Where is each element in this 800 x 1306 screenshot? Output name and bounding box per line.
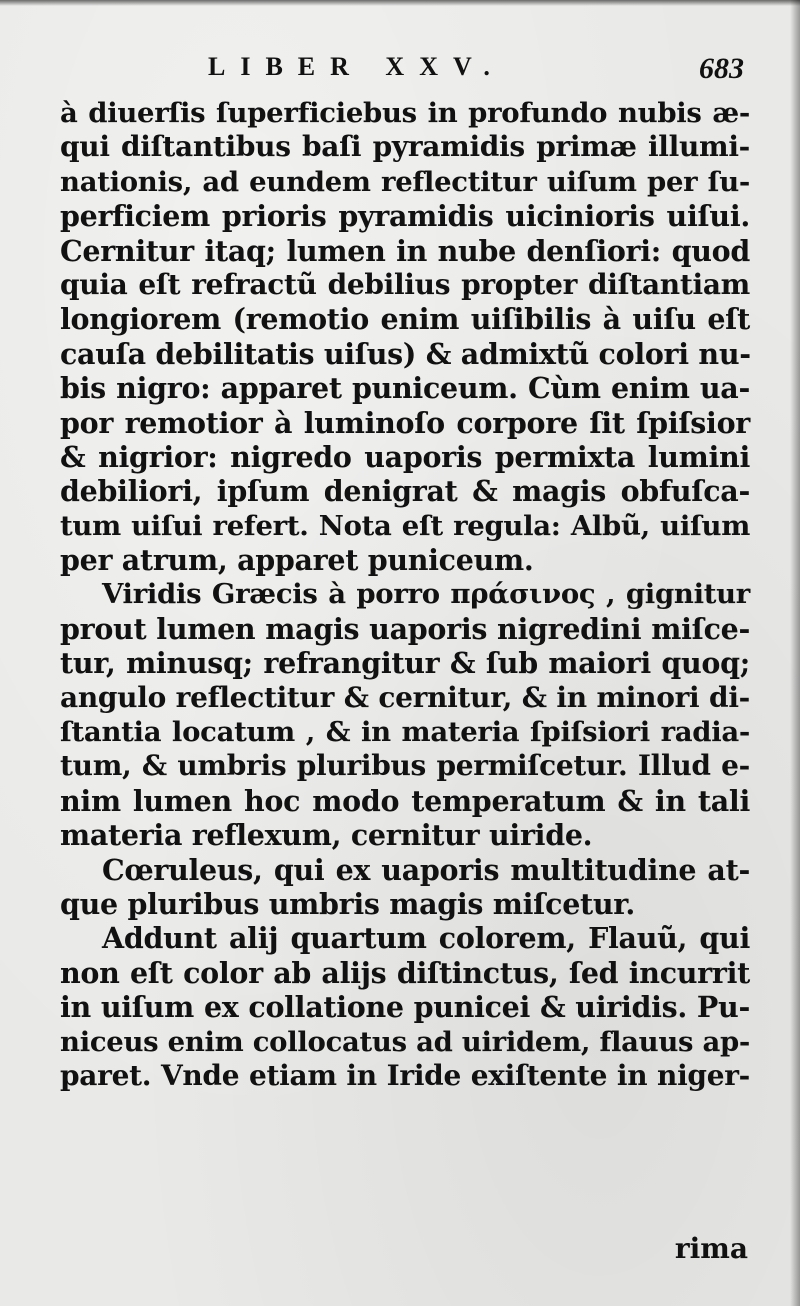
text-line: paret. Vnde etiam in Iride exiſtente in niger-	[60, 1058, 750, 1092]
text-line: in uiſum ex collatione punicei & uiridis. Pu-	[60, 990, 750, 1025]
text-line: cauſa debilitatis uiſus) & admixtũ colori nu-	[60, 336, 751, 371]
text-line: Viridis Græcis à porro πράσινος , gignitur	[102, 578, 750, 611]
text-line: bis nigro: apparet puniceum. Cùm enim ua-	[60, 371, 750, 406]
text-line: tur, minusq; refrangitur & ſub maiori quoq;	[60, 646, 750, 681]
text-line: quia eſt refractũ debilius propter diſtantiam	[60, 267, 750, 301]
text-line: per atrum, apparet puniceum.	[60, 543, 534, 578]
text-line: Addunt alij quartum colorem, Flauũ, qui	[102, 921, 750, 956]
text-line: por remotior à luminoſo corpore ſit ſpiſsior	[60, 405, 750, 440]
catchword: rima	[674, 1232, 748, 1265]
text-line: que pluribus umbris magis miſcetur.	[60, 886, 636, 921]
page-header	[60, 52, 744, 92]
text-line: longiorem (remotio enim uiſibilis à uiſu eſt	[60, 302, 750, 337]
text-line: angulo reflectitur & cernitur, & in minori di-	[60, 680, 750, 714]
text-line: tum uiſui refert. Nota eſt regula: Albũ, uiſum	[60, 509, 750, 542]
running-title: LIBER XXV.	[208, 52, 505, 81]
text-line: materia reflexum, cernitur uiride.	[60, 818, 593, 853]
text-line: à diuerſis ſuperficiebus in profundo nubis æ-	[60, 97, 750, 129]
text-line: debiliori, ipſum denigrat & magis obfuſca-	[60, 474, 750, 509]
text-line: Cernitur itaq; lumen in nube denſiori: quod	[60, 233, 750, 268]
text-line: perficiem prioris pyramidis uicinioris uiſui.	[60, 199, 750, 234]
text-line: tum, & umbris pluribus permiſcetur. Illud e-	[60, 749, 750, 783]
text-line: & nigrior: nigredo uaporis permixta lumini	[60, 439, 750, 474]
text-line: nim lumen hoc modo temperatum & in tali	[60, 783, 750, 818]
text-line: ſtantia locatum , & in materia ſpiſsiori radia-	[60, 716, 750, 749]
text-line: niceus enim collocatus ad uiridem, flauus ap-	[60, 1025, 751, 1058]
text-line: Cœruleus, qui ex uaporis multitudine at-	[102, 852, 750, 887]
page-number: 683	[699, 52, 744, 85]
text-line: non eſt color ab alijs diſtinctus, ſed incurrit	[60, 955, 750, 990]
body-text	[60, 96, 750, 1093]
text-line: nationis, ad eundem reflectitur uiſum per ſu-	[60, 165, 750, 198]
text-line: qui diſtantibus baſi pyramidis primæ illumi-	[60, 130, 750, 164]
text-line: prout lumen magis uaporis nigredini miſce-	[60, 611, 750, 646]
